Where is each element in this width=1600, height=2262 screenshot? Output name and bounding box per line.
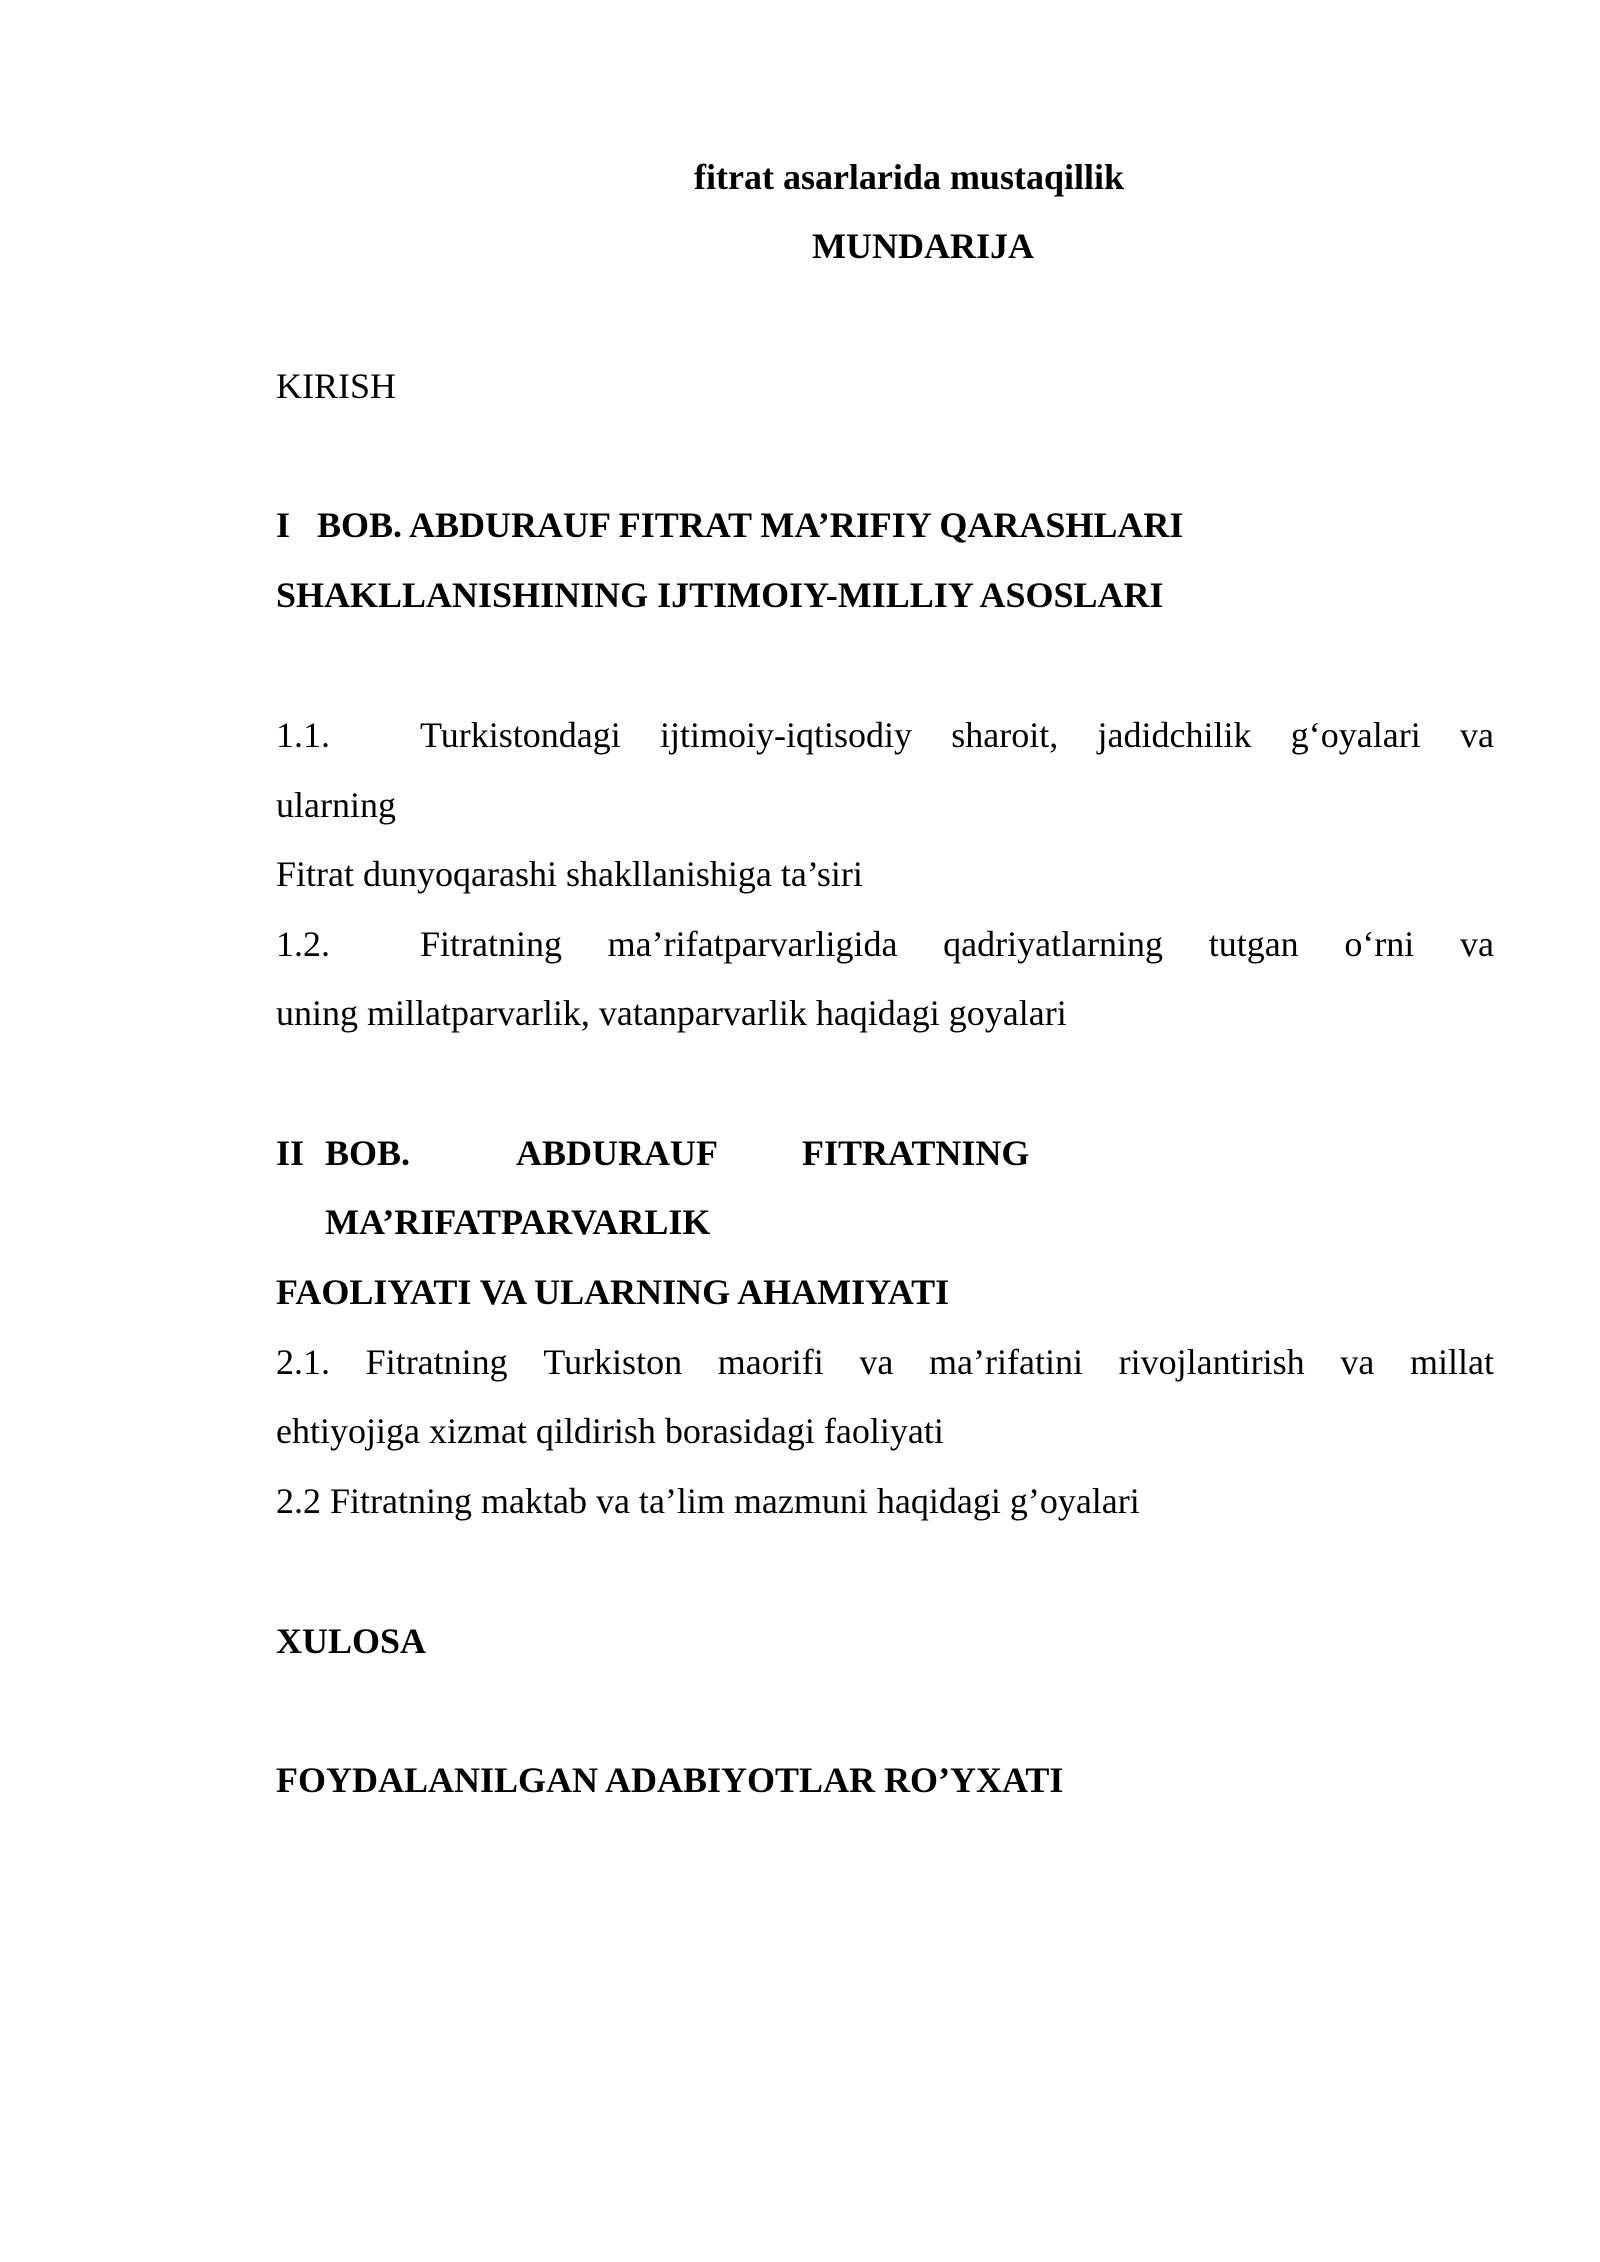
toc-word: o‘rni bbox=[1344, 924, 1415, 964]
toc-section-1-2-line1 bbox=[420, 924, 1494, 964]
toc-conclusion: XULOSA bbox=[276, 1621, 427, 1661]
toc-word: millat bbox=[1409, 1342, 1494, 1382]
toc-word: ijtimoiy-iqtisodiy bbox=[659, 715, 913, 755]
contents-heading: MUNDARIJA bbox=[812, 226, 1034, 266]
toc-word: sharoit, bbox=[951, 715, 1059, 755]
toc-chapter2-roman: II bbox=[276, 1133, 305, 1173]
toc-chapter2-word1: ABDURAUF bbox=[516, 1133, 718, 1173]
toc-section-1-1-line1 bbox=[420, 715, 1494, 755]
toc-chapter1-title-line1: I BOB. ABDURAUF FITRAT MA’RIFIY QARASHLARI bbox=[276, 505, 1184, 545]
toc-section-2-2: 2.2 Fitratning maktab va ta’lim mazmuni haqidagi g’oyalari bbox=[276, 1481, 1140, 1521]
toc-word: qadriyatlarning bbox=[943, 924, 1164, 964]
toc-word: tutgan bbox=[1208, 924, 1299, 964]
toc-word: g‘oyalari bbox=[1290, 715, 1421, 755]
toc-word: va bbox=[1459, 715, 1494, 755]
toc-word: Turkiston bbox=[543, 1342, 683, 1382]
toc-section-1-2-number: 1.2. bbox=[276, 924, 330, 964]
toc-intro: KIRISH bbox=[276, 366, 397, 406]
toc-section-1-1-line2: ularning bbox=[276, 785, 396, 825]
document-title: fitrat asarlarida mustaqillik bbox=[694, 157, 1124, 197]
toc-chapter2-title-line2: MA’RIFATPARVARLIK bbox=[325, 1202, 711, 1242]
toc-chapter2-word2: FITRATNING bbox=[802, 1133, 1030, 1173]
toc-word: Fitratning bbox=[365, 1342, 508, 1382]
toc-word: va bbox=[1340, 1342, 1375, 1382]
toc-word: maorifi bbox=[717, 1342, 824, 1382]
toc-section-1-1-line3: Fitrat dunyoqarashi shakllanishiga ta’siri bbox=[276, 854, 863, 894]
toc-section-1-1-number: 1.1. bbox=[276, 715, 330, 755]
toc-section-2-1-line2: ehtiyojiga xizmat qildirish borasidagi faoliyati bbox=[276, 1411, 944, 1451]
toc-word: rivojlantirish bbox=[1118, 1342, 1305, 1382]
toc-section-1-2-line2: uning millatparvarlik, vatanparvarlik haqidagi goyalari bbox=[276, 993, 1067, 1033]
toc-chapter1-title-line2: SHAKLLANISHINING IJTIMOIY-MILLIY ASOSLARI bbox=[276, 575, 1164, 615]
toc-word: ma’rifatini bbox=[929, 1342, 1083, 1382]
toc-word: Fitratning bbox=[420, 924, 562, 964]
toc-chapter2-bob: BOB. bbox=[325, 1133, 411, 1173]
toc-word: jadidchilik bbox=[1097, 715, 1252, 755]
toc-word: 2.1. bbox=[276, 1342, 330, 1382]
toc-word: va bbox=[1459, 924, 1494, 964]
toc-chapter2-title-line3: FAOLIYATI VA ULARNING AHAMIYATI bbox=[276, 1272, 950, 1312]
toc-word: Turkistondagi bbox=[420, 715, 621, 755]
toc-word: ma’rifatparvarligida bbox=[607, 924, 898, 964]
toc-word: va bbox=[859, 1342, 894, 1382]
toc-section-2-1-line1 bbox=[276, 1342, 1494, 1382]
toc-references: FOYDALANILGAN ADABIYOTLAR RO’YXATI bbox=[276, 1760, 1064, 1800]
